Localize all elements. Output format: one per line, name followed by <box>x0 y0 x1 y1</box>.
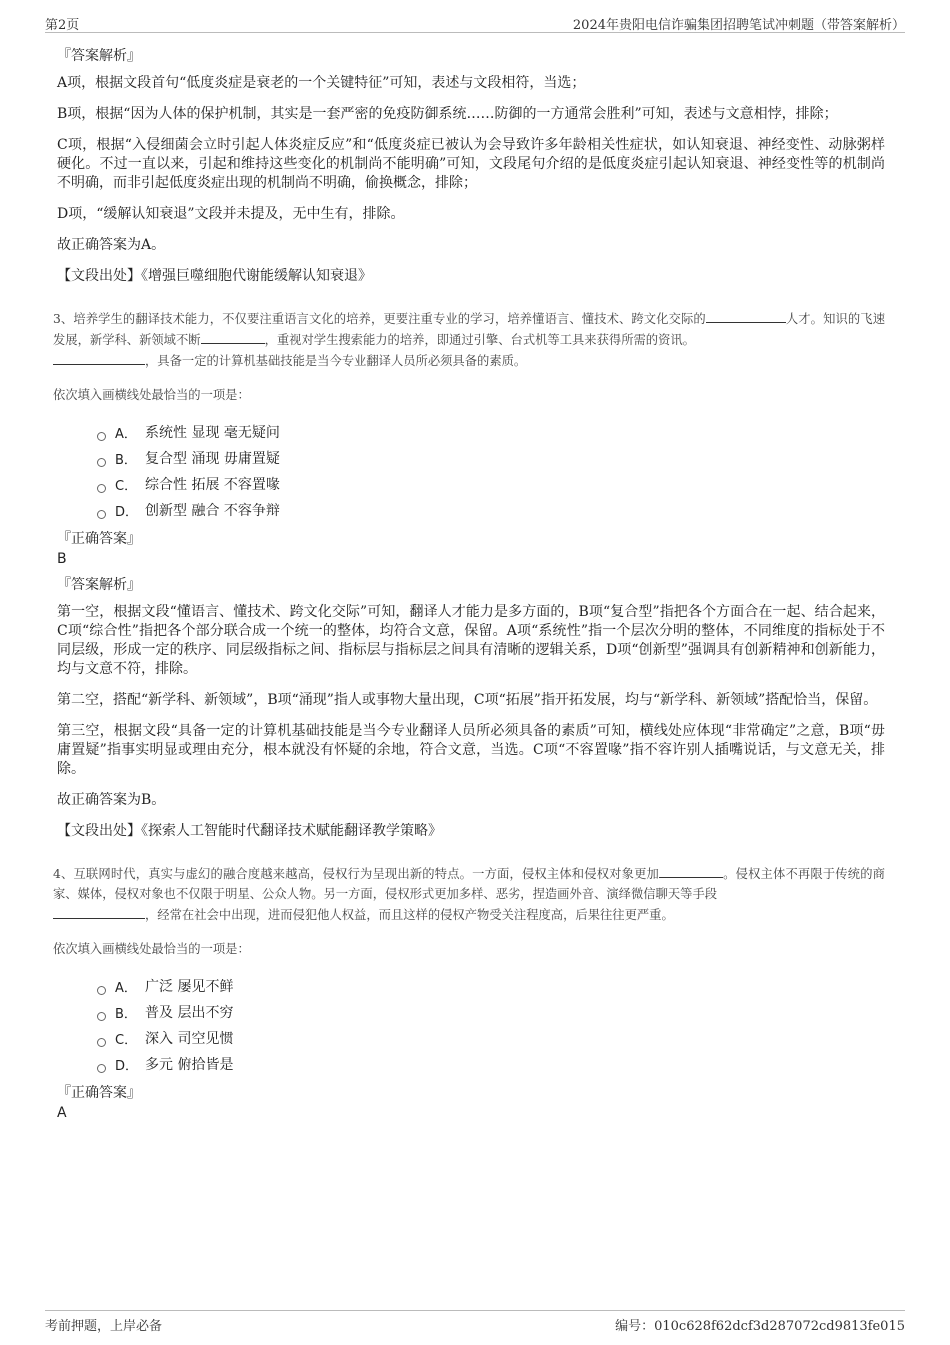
fill-blank <box>706 308 786 323</box>
page-number: 第2页 <box>45 18 80 33</box>
fill-blank <box>659 863 723 878</box>
page-footer <box>45 1310 905 1333</box>
page-content <box>53 40 885 1127</box>
option-d[interactable]: D． 多元 俯拾皆是 <box>97 1051 885 1077</box>
option-c[interactable]: C． 综合性 拓展 不容置喙 <box>97 471 885 497</box>
radio-icon[interactable] <box>97 458 106 467</box>
correct-answer: A <box>57 1105 67 1121</box>
analysis-paragraph: B项，根据“因为人体的保护机制，其实是一套严密的免疫防御系统……防御的一方通常会胜利”可知，表述与文意相悖，排除； <box>57 106 838 122</box>
radio-icon[interactable] <box>97 484 106 493</box>
question-3-text <box>53 308 885 371</box>
correct-answer: B <box>57 551 67 567</box>
fill-blank <box>201 329 265 344</box>
question-text-part: 人才。知识的飞速发展，新学科、新领域不断 <box>53 312 885 347</box>
analysis-paragraph: A项，根据文段首句“低度炎症是衰老的一个关键特征”可知，表述与文段相符，当选； <box>57 75 586 91</box>
option-d[interactable]: D． 创新型 融合 不容争辩 <box>97 497 885 523</box>
question-text-part: ，具备一定的计算机基础技能是当今专业翻译人员所必须具备的素质。 <box>145 354 527 368</box>
option-c[interactable]: C． 深入 司空见惯 <box>97 1025 885 1051</box>
question-4-options <box>97 973 885 1077</box>
analysis-label: 『答案解析』 <box>57 48 141 64</box>
fill-blank <box>53 350 145 365</box>
analysis-paragraph: 第一空，根据文段“懂语言、懂技术、跨文化交际”可知，翻译人才能力是多方面的，B项“复合型”指把各个方面合在一起、结合起来，C项“综合性”指把各个部分联合成一个统一的整体，均符合文意，保留。A项“系统性”指一个层次分明的整体，不同维度的指标处于不同层级，形成一定的秩序、同层级指标之间、指标层与指标层之间具有清晰的逻辑关系，D项“创新型”强调具有创新精神和创新能力，均与文意不符，排除。 <box>57 604 885 677</box>
footer-slogan: 考前押题，上岸必备 <box>45 1319 163 1334</box>
question-text-part: 3、培养学生的翻译技术能力，不仅要注重语言文化的培养，更要注重专业的学习，培养懂语言、懂技术、跨文化交际的 <box>53 312 706 326</box>
radio-icon[interactable] <box>97 510 106 519</box>
question-text-part: 。侵权主体不再限于传统的商家、媒体，侵权对象也不仅限于明星、公众人物。另一方面，侵权形式更加多样、恶劣，捏造画外音、演绎微信聊天等手段 <box>53 867 885 901</box>
radio-icon[interactable] <box>97 1064 106 1073</box>
correct-answer-label: 『正确答案』 <box>57 1085 141 1101</box>
question-text-part: ，经常在社会中出现，进而侵犯他人权益，而且这样的侵权产物受关注程度高，后果往往更严重。 <box>145 908 674 922</box>
correct-answer-label: 『正确答案』 <box>57 531 141 547</box>
analysis-paragraph: 第三空，根据文段“具备一定的计算机基础技能是当今专业翻译人员所必须具备的素质”可知，横线处应体现“非常确定”之意，B项“毋庸置疑”指事实明显或理由充分，根本就没有怀疑的余地，符合文意，当选。C项“不容置喙”指不容许别人插嘴说话，与文意无关，排除。 <box>57 723 885 777</box>
option-a[interactable]: A． 广泛 屡见不鲜 <box>97 973 885 999</box>
source-citation: 【文段出处】《增强巨噬细胞代谢能缓解认知衰退》 <box>57 268 372 284</box>
radio-icon[interactable] <box>97 432 106 441</box>
radio-icon[interactable] <box>97 1038 106 1047</box>
question-prompt: 依次填入画横线处最恰当的一项是： <box>53 388 250 402</box>
question-prompt: 依次填入画横线处最恰当的一项是： <box>53 942 250 956</box>
question-4-text <box>53 863 885 925</box>
source-citation: 【文段出处】《探索人工智能时代翻译技术赋能翻译教学策略》 <box>57 823 442 839</box>
question-text-part: ，重视对学生搜索能力的培养，即通过引擎、台式机等工具来获得所需的资讯。 <box>264 333 695 347</box>
radio-icon[interactable] <box>97 986 106 995</box>
analysis-conclusion: 故正确答案为A。 <box>57 237 166 253</box>
analysis-paragraph: 第二空，搭配“新学科、新领域”，B项“涌现”指人或事物大量出现，C项“拓展”指开拓发展，均与“新学科、新领域”搭配恰当，保留。 <box>57 692 878 708</box>
page-header <box>45 10 905 33</box>
option-b[interactable]: B． 普及 层出不穷 <box>97 999 885 1025</box>
analysis-label: 『答案解析』 <box>57 577 141 593</box>
radio-icon[interactable] <box>97 1012 106 1021</box>
fill-blank <box>53 904 145 919</box>
question-3-options <box>97 419 885 523</box>
document-title: 2024年贵阳电信诈骗集团招聘笔试冲刺题（带答案解析） <box>572 18 905 33</box>
option-a[interactable]: A． 系统性 显现 毫无疑问 <box>97 419 885 445</box>
analysis-paragraph: D项，“缓解认知衰退”文段并未提及，无中生有，排除。 <box>57 206 405 222</box>
analysis-paragraph: C项，根据“入侵细菌会立时引起人体炎症反应”和“低度炎症已被认为会导致许多年龄相关性症状，如认知衰退、神经变性、动脉粥样硬化。不过一直以来，引起和维持这些变化的机制尚不能明确”可知，文段尾句介绍的是低度炎症引起认知衰退、神经变性等的机制尚不明确，而非引起低度炎症出现的机制尚不明确，偷换概念，排除； <box>57 137 885 191</box>
document-id: 编号：010c628f62dcf3d287072cd9813fe015 <box>615 1319 905 1334</box>
analysis-conclusion: 故正确答案为B。 <box>57 792 166 808</box>
option-b[interactable]: B． 复合型 涌现 毋庸置疑 <box>97 445 885 471</box>
question-text-part: 4、互联网时代，真实与虚幻的融合度越来越高，侵权行为呈现出新的特点。一方面，侵权主体和侵权对象更加 <box>53 867 660 881</box>
